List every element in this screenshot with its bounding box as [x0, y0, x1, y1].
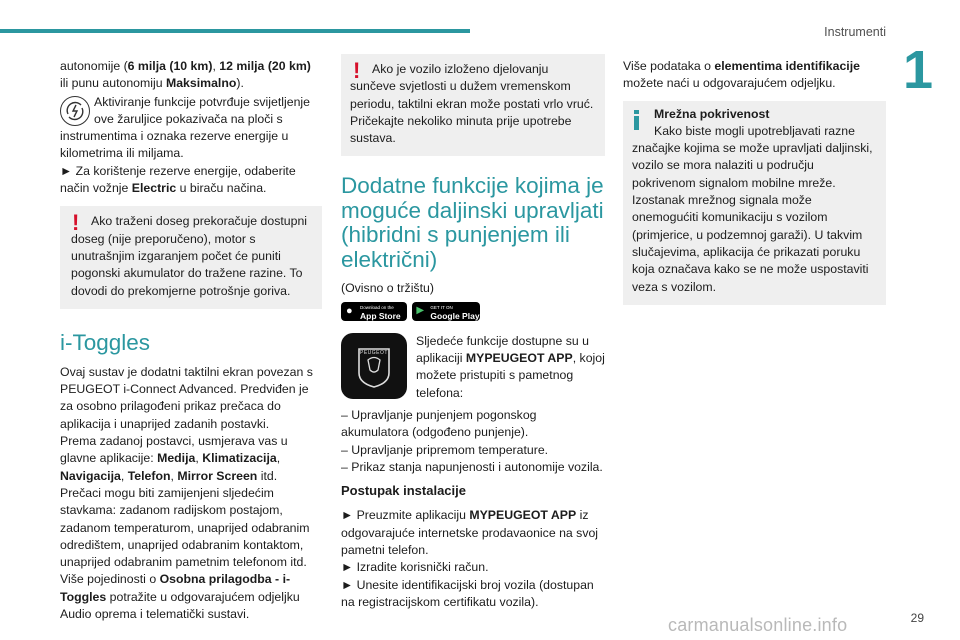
column-middle [341, 54, 605, 611]
warning-box [60, 206, 322, 308]
app-description [341, 332, 605, 402]
feature-list [341, 407, 605, 476]
list-item: – Prikaz stanja napunjenosti i autonomije vozila. [341, 459, 603, 474]
instruction-step: ► Unesite identifikacijski broj vozila (dostupan na registracijskom certifikatu vozila). [341, 577, 594, 609]
info-title: Mrežna pokrivenost [654, 106, 770, 121]
app-store-button[interactable]: ● Download on the App Store [341, 302, 407, 321]
list-item: – Upravljanje punjenjem pogonskog akumulatora (odgođeno punjenje). [341, 407, 537, 440]
section-title: Instrumenti [824, 25, 886, 39]
peugeot-app-logo: PEUGEOT [341, 333, 407, 399]
instruction-step: ► Preuzmite aplikaciju MYPEUGEOT APP iz odgovarajuće internetske prodavaonice na svoj pametni telefon. [341, 508, 599, 558]
store-badges [341, 302, 605, 324]
warning-box [341, 54, 605, 156]
column-left [60, 58, 322, 623]
info-box [623, 101, 886, 305]
subheading: Postupak instalacije [341, 483, 466, 499]
paragraph: autonomije (6 milja (10 km), 12 milja (20 km) ili punu autonomiju Maksimalno). [60, 59, 311, 91]
warning-text: Pričekajte nekoliko minuta prije upotrebe sustava. [350, 113, 572, 146]
paragraph: Više podataka o elementima identifikacije možete naći u odgovarajućem odjeljku. [623, 59, 860, 91]
chapter-number: 1 [903, 40, 934, 100]
instruction-step: ► Za korištenje rezerve energije, odaberite način vožnje Electric u biraču načina. [60, 163, 296, 196]
watermark: carmanualsonline.info [668, 615, 848, 635]
page-number: 29 [910, 611, 924, 625]
section-heading: Dodatne funkcije kojima je moguće daljinski upravljati (hibridni s punjenjem ili električni) [341, 173, 604, 272]
warning-icon: ! [72, 210, 80, 236]
list-item: – Upravljanje pripremom temperature. [341, 442, 549, 457]
warning-text: Ako je vozilo izloženo djelovanju sunčeve svjetlosti u dužem vremenskom periodu, taktilni ekran može postati vrlo vruć. [350, 62, 594, 111]
paragraph: Prema zadanoj postavci, usmjerava vas u glavne aplikacije: Medija, Klimatizacija, Navigacija, Telefon, Mirror Screen itd. [60, 434, 288, 483]
paragraph: Prečaci mogu biti zamijenjeni sljedećim stavkama: zadanom radijskom postajom, zadanom temperaturom, unaprijed odabranim odredištem, unaprijed odabranim kontaktom, unaprijed odabranim pametnim telefonom itd. [60, 485, 310, 570]
play-icon: ▶ [416, 304, 425, 316]
paragraph: Sljedeće funkcije dostupne su u aplikaciji MYPEUGEOT APP, kojoj možete pristupiti s pametnog telefona: [416, 333, 605, 400]
apple-icon: ● [346, 304, 353, 317]
info-text: Kako biste mogli upotrebljavati razne značajke kojima se može upravljati daljinski, vozilo se mora nalaziti u području pokrivenom signalom mobilne mreže. [632, 123, 873, 190]
section-heading: i-Toggles [60, 329, 151, 355]
energy-reserve-indicator-icon [60, 96, 90, 126]
info-icon [634, 110, 639, 130]
info-text: Izostanak mrežnog signala može onemogućiti komunikaciju s vozilom (primjerice, u podzemnoj garaži). U takvim slučajevima, aplikacija će prikazati poruku koja označava kako se ne može uspostaviti veza s vozilom. [632, 193, 869, 294]
google-play-button[interactable]: ▶ GET IT ON Google Play [412, 302, 480, 321]
header-accent-bar [0, 29, 470, 33]
market-note: (Ovisno o tržištu) [341, 281, 434, 296]
warning-icon: ! [353, 58, 361, 83]
warning-text: Ako traženi doseg prekoračuje dostupni doseg (nije preporučeno), motor s unutrašnjim izgaranjem počet će puniti pogonski akumulator do tražene razine. To dovodi do prekomjerne potrošnje goriva. [71, 214, 308, 298]
paragraph: Ovaj sustav je dodatni taktilni ekran povezan s PEUGEOT i-Connect Advanced. Predviđen je za osobno prilagođeni prikaz prečaca do aplikacija i unaprijed zadanih postavki. [60, 364, 313, 431]
column-right [623, 58, 886, 305]
instruction-step: ► Izradite korisnički račun. [341, 560, 489, 575]
paragraph: Aktiviranje funkcije potvrđuje svijetljenje ove žaruljice pokazivača na ploči s instrumentima i oznaka rezerve energije u kilometrima ili miljama. [60, 94, 310, 161]
paragraph: Više pojedinosti o Osobna prilagodba - i-Toggles potražite u odgovarajućem odjeljku Audio oprema i telematički sustavi. [60, 572, 300, 622]
